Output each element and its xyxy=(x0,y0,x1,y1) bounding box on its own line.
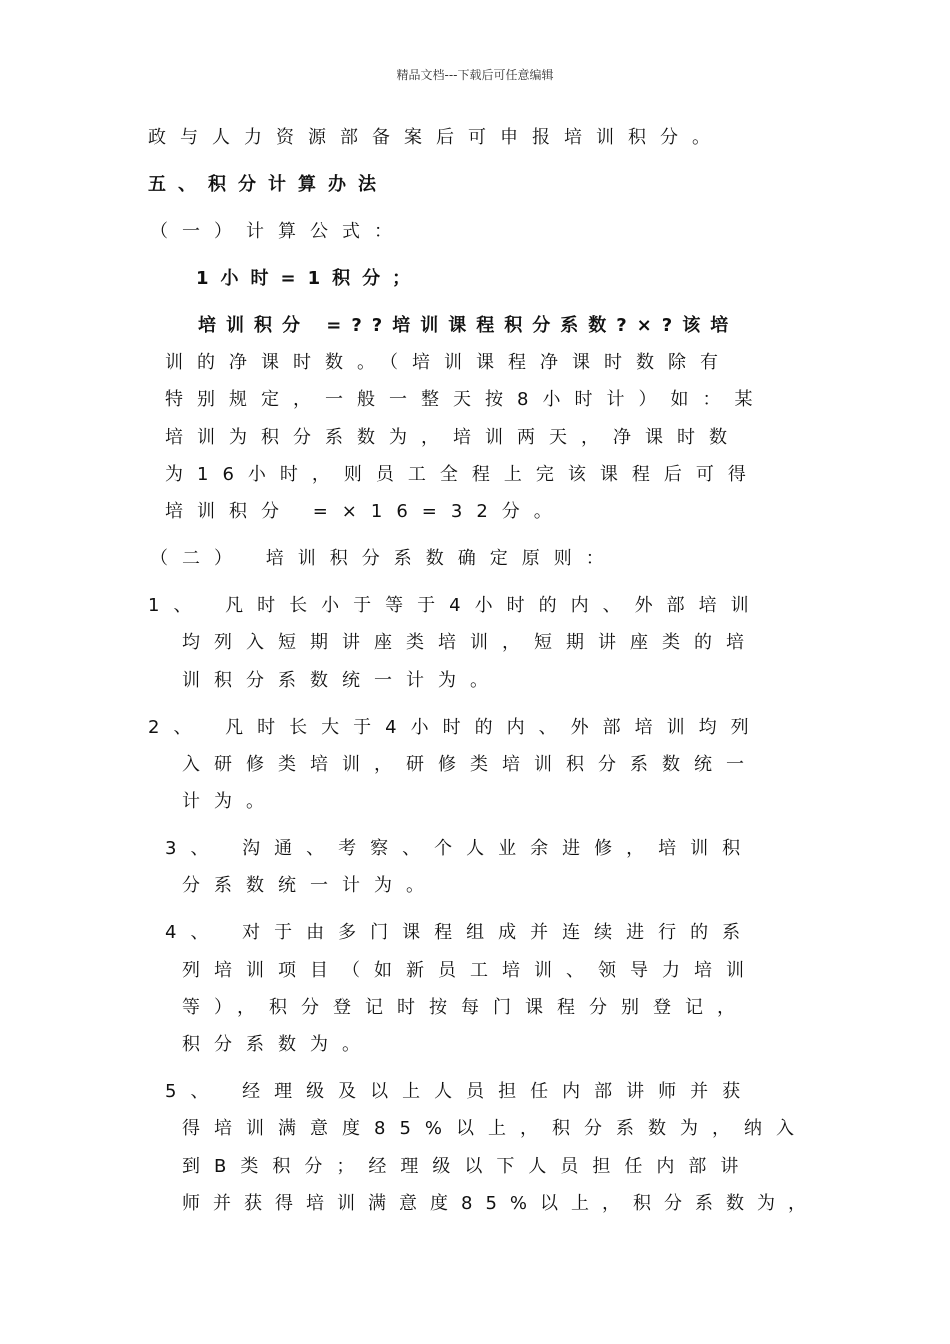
list-item-continuation: 计为。 xyxy=(182,791,278,812)
list-item-continuation: 师并获得培训满意度85%以上，积分系数为， xyxy=(182,1193,820,1214)
text-line: 培训为积分系数为，培训两天，净课时数 xyxy=(165,427,741,448)
list-item-continuation: 训积分系数统一计为。 xyxy=(182,670,502,691)
list-item-continuation: 列培训项目（如新员工培训、领导力培训 xyxy=(182,960,758,981)
list-item: 4、 对于由多门课程组成并连续进行的系 xyxy=(165,922,755,943)
text-line: 训的净课时数。（培训课程净课时数除有 xyxy=(165,352,732,373)
text-line: 培训积分 =×16=32分。 xyxy=(165,501,566,522)
list-item: 1、 凡时长小于等于4小时的内、外部培训 xyxy=(148,595,763,616)
list-item: 2、 凡时长大于4小时的内、外部培训均列 xyxy=(148,717,763,738)
list-item: 3、 沟通、考察、个人业余进修，培训积 xyxy=(165,838,755,859)
list-item-continuation: 分系数统一计为。 xyxy=(182,875,438,896)
list-item-continuation: 入研修类培训，研修类培训积分系数统一 xyxy=(182,754,758,775)
list-item: 5、 经理级及以上人员担任内部讲师并获 xyxy=(165,1081,755,1102)
section-heading: 五、积分计算办法 xyxy=(148,174,388,195)
text-line: 为16小时，则员工全程上完该课程后可得 xyxy=(165,464,760,485)
text-line: 特别规定，一般一整天按8小时计）如：某 xyxy=(165,389,767,410)
list-item-continuation: 均列入短期讲座类培训，短期讲座类的培 xyxy=(182,632,758,653)
list-item-continuation: 积分系数为。 xyxy=(182,1034,374,1055)
subsection-heading: （一）计算公式： xyxy=(150,221,406,242)
list-item-continuation: 等），积分登记时按每门课程分别登记， xyxy=(182,997,749,1018)
formula-line: 1小时=1积分； xyxy=(196,268,423,289)
text-line: 政与人力资源部备案后可申报培训积分。 xyxy=(148,127,724,148)
list-item-continuation: 到B类积分；经理级以下人员担任内部讲 xyxy=(182,1156,753,1177)
subsection-heading: （二） 培训积分系数确定原则： xyxy=(150,548,618,569)
list-item-continuation: 得培训满意度85%以上，积分系数为，纳入 xyxy=(182,1118,809,1139)
formula-line: 培训积分 =??培训课程积分系数?×?该培 xyxy=(198,315,739,336)
page-header: 精品文档---下载后可任意编辑 xyxy=(396,68,554,82)
